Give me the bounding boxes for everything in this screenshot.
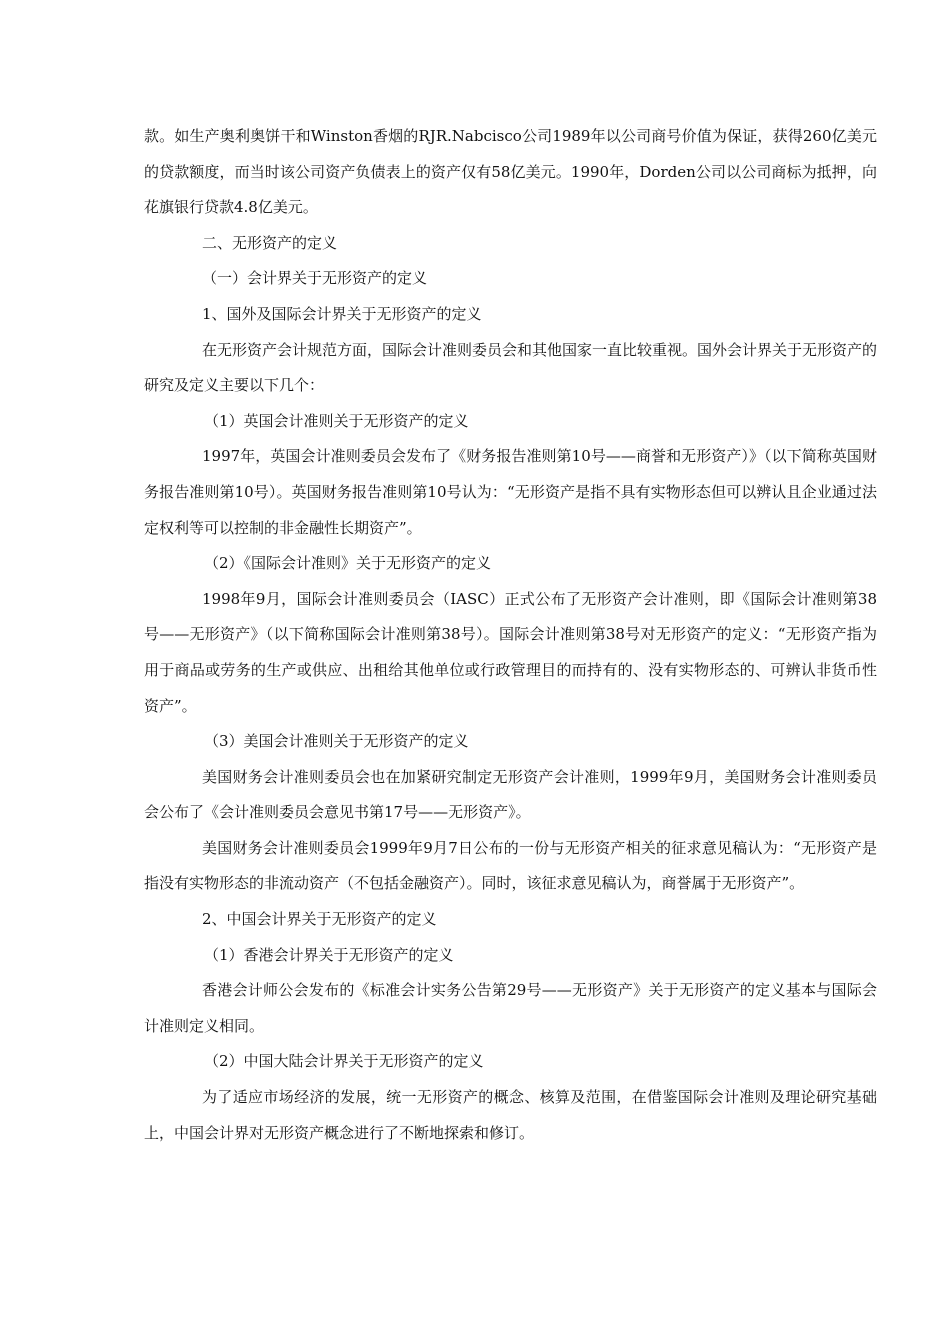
paragraph-us-standard: 美国财务会计准则委员会也在加紧研究制定无形资产会计准则，1999年9月，美国财务会计准则委员会公布了《会计准则委员会意见书第17号——无形资产》。 — [144, 767, 877, 822]
heading-ias: （2）《国际会计准则》关于无形资产的定义 — [204, 554, 492, 573]
paragraph-intro-continuation: 款。如生产奥利奥饼干和Winston香烟的RJR.Nabcisco公司1989年以公司商号价值为保证，获得260亿美元的贷款额度，而当时该公司资产负债表上的资产仅有58亿美元。1990年，Dorden公司以公司商标为抵押，向花旗银行贷款4.8亿美元。 — [144, 127, 877, 217]
heading-subsection-1: （一）会计界关于无形资产的定义 — [202, 269, 428, 288]
heading-china-definitions: 2、中国会计界关于无形资产的定义 — [202, 910, 437, 929]
heading-hong-kong: （1）香港会计界关于无形资产的定义 — [204, 945, 454, 964]
paragraph-foreign-overview: 在无形资产会计规范方面，国际会计准则委员会和其他国家一直比较重视。国外会计界关于无形资产的研究及定义主要以下几个： — [144, 340, 878, 395]
heading-section-2: 二、无形资产的定义 — [202, 233, 338, 252]
paragraph-uk-standard: 1997年，英国会计准则委员会发布了《财务报告准则第10号——商誉和无形资产）》（以下简称英国财务报告准则第10号）。英国财务报告准则第10号认为：“无形资产是指不具有实物形态但可以辨认且企业通过法定权利等可以控制的非金融性长期资产”。 — [144, 447, 877, 537]
heading-uk-standard: （1）英国会计准则关于无形资产的定义 — [204, 411, 469, 430]
heading-foreign-definitions: 1、国外及国际会计界关于无形资产的定义 — [202, 304, 482, 323]
paragraph-hong-kong: 香港会计师公会发布的《标准会计实务公告第29号——无形资产》关于无形资产的定义基本与国际会计准则定义相同。 — [144, 981, 877, 1035]
paragraph-ias: 1998年9月，国际会计准则委员会（IASC）正式公布了无形资产会计准则，即《国际会计准则第38号——无形资产》（以下简称国际会计准则第38号）。国际会计准则第38号对无形资产的定义：“无形资产指为用于商品或劳务的生产或供应、出租给其他单位或行政管理目的而持有的、没有实物形态的、可辨认非货币性资产”。 — [144, 589, 877, 715]
document-body — [144, 119, 877, 1151]
paragraph-us-exposure-draft: 美国财务会计准则委员会1999年9月7日公布的一份与无形资产相关的征求意见稿认为：“无形资产是指没有实物形态的非流动资产（不包括金融资产）。同时，该征求意见稿认为，商誉属于无形资产”。 — [144, 838, 877, 893]
heading-mainland-china: （2）中国大陆会计界关于无形资产的定义 — [204, 1052, 484, 1071]
heading-us-standard: （3）美国会计准则关于无形资产的定义 — [204, 732, 469, 751]
paragraph-mainland-china: 为了适应市场经济的发展，统一无形资产的概念、核算及范围，在借鉴国际会计准则及理论研究基础上，中国会计界对无形资产概念进行了不断地探索和修订。 — [144, 1088, 877, 1142]
